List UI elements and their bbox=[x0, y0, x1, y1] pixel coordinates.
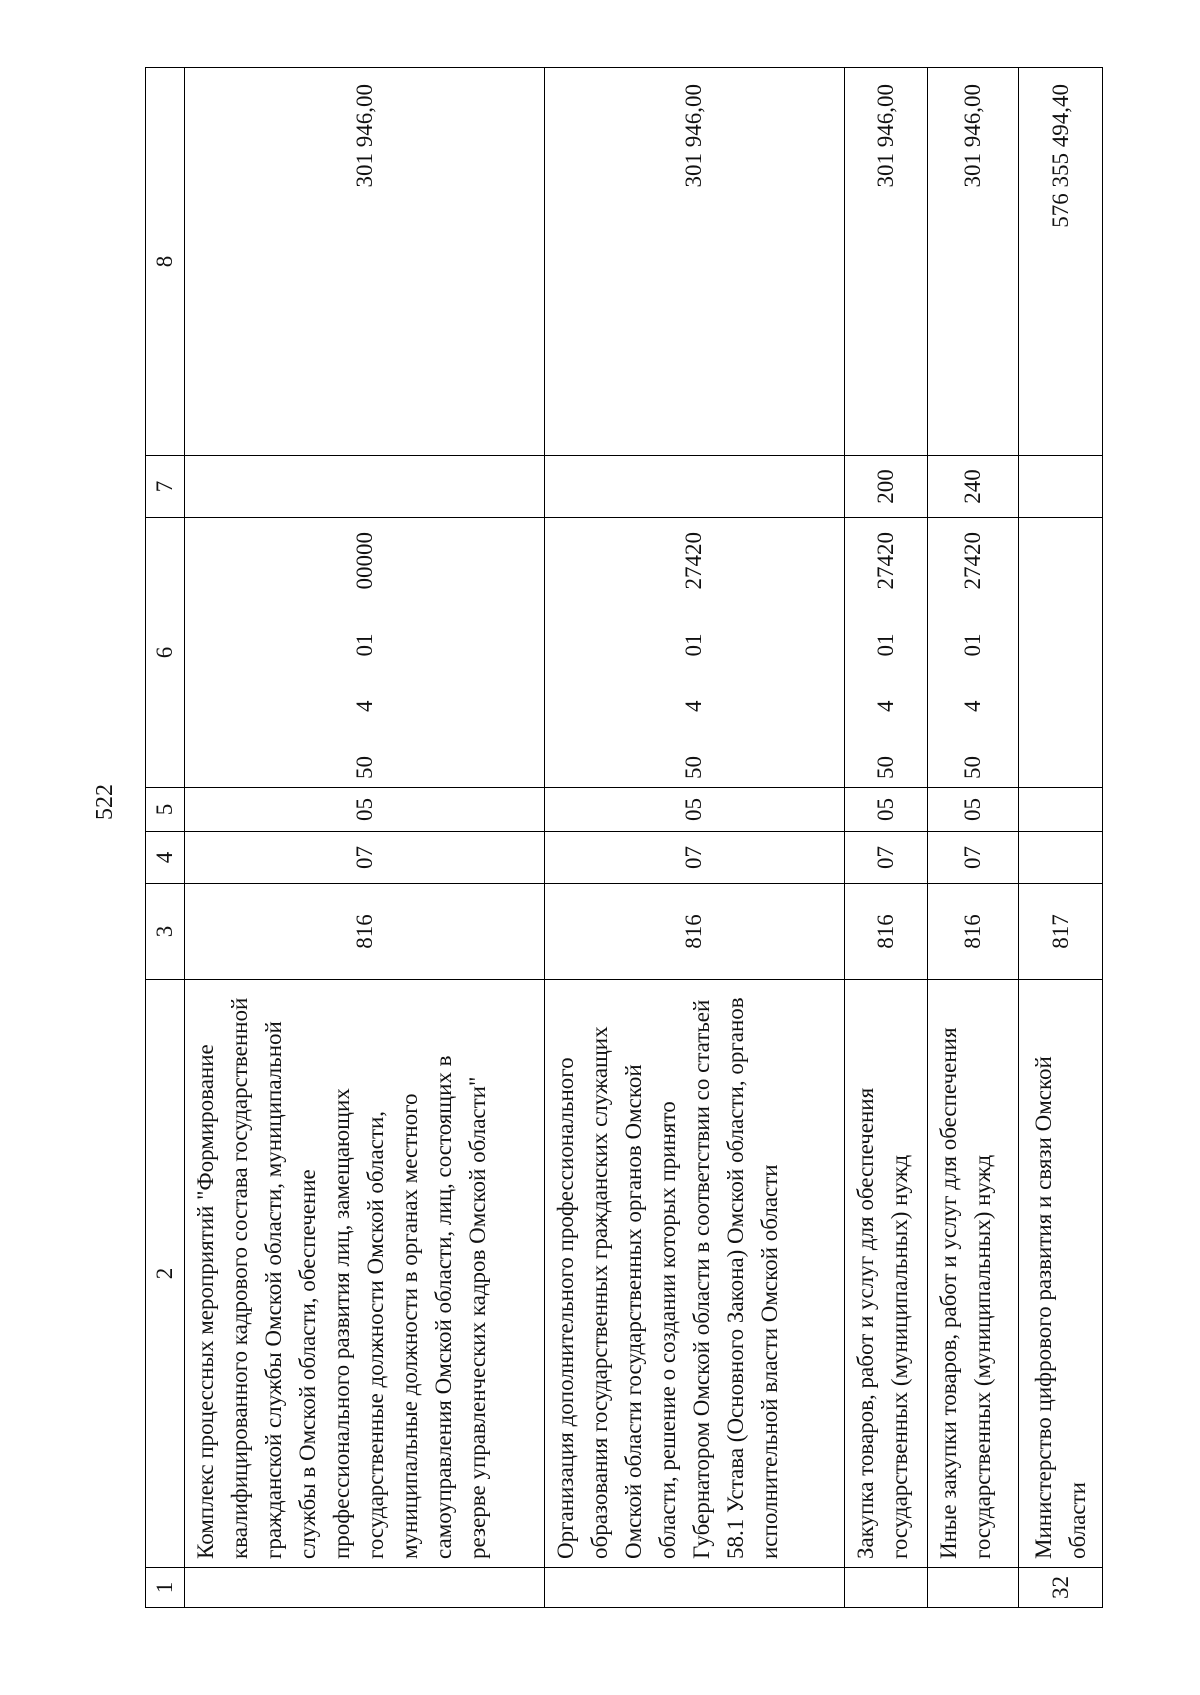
header-row bbox=[146, 68, 185, 1608]
table-row bbox=[185, 68, 545, 1608]
target-article-part: 50 bbox=[873, 756, 898, 779]
target-article-part: 50 bbox=[681, 756, 707, 779]
target-article-part: 4 bbox=[351, 700, 377, 712]
col-header-6: 6 bbox=[146, 518, 185, 788]
subsection-code: 05 bbox=[928, 788, 1019, 832]
target-article-part: 27420 bbox=[873, 532, 898, 590]
target-article-part: 50 bbox=[351, 756, 377, 779]
expense-type-code bbox=[545, 456, 844, 518]
section-code: 07 bbox=[844, 832, 928, 884]
section-code: 07 bbox=[545, 832, 844, 884]
amount: 301 946,00 bbox=[545, 68, 844, 456]
rotated-page bbox=[145, 68, 1103, 1608]
row-number bbox=[928, 1568, 1019, 1608]
row-description: Закупка товаров, работ и услуг для обеспечения государственных (муниципальных) нужд bbox=[844, 980, 928, 1568]
table-row bbox=[1019, 68, 1103, 1608]
subsection-code: 05 bbox=[545, 788, 844, 832]
target-article-part: 50 bbox=[960, 756, 986, 779]
row-description: Иные закупки товаров, работ и услуг для обеспечения государственных (муниципальных) нужд bbox=[928, 980, 1019, 1568]
table-row bbox=[928, 68, 1019, 1608]
col-header-1: 1 bbox=[146, 1568, 185, 1608]
target-article-part: 4 bbox=[681, 700, 707, 712]
row-number bbox=[844, 1568, 928, 1608]
row-description: Организация дополнительного профессионального образования государственных гражданских служащих Омской области государственных органов Омской области, решение о создании которых принято Губернатором Омской области в соответствии со статьей 58.1 Устава (Основного Закона) Омской области, органов исполнительной власти Омской области bbox=[545, 980, 844, 1568]
target-article-code bbox=[545, 518, 844, 788]
amount: 576 355 494,40 bbox=[1019, 68, 1103, 456]
ministry-code: 816 bbox=[545, 884, 844, 980]
col-header-5: 5 bbox=[146, 788, 185, 832]
section-code: 07 bbox=[928, 832, 1019, 884]
target-article-part: 4 bbox=[873, 700, 898, 712]
row-description: Министерство цифрового развития и связи Омской области bbox=[1019, 980, 1103, 1568]
ministry-code: 816 bbox=[185, 884, 545, 980]
target-article-code bbox=[928, 518, 1019, 788]
subsection-code: 05 bbox=[844, 788, 928, 832]
target-article-part: 27420 bbox=[681, 532, 707, 590]
page-number: 522 bbox=[92, 784, 118, 820]
target-article-part: 4 bbox=[960, 700, 986, 712]
subsection-code: 05 bbox=[185, 788, 545, 832]
ministry-code: 816 bbox=[844, 884, 928, 980]
col-header-4: 4 bbox=[146, 832, 185, 884]
amount: 301 946,00 bbox=[185, 68, 545, 456]
section-code bbox=[1019, 832, 1103, 884]
expense-type-code: 200 bbox=[844, 456, 928, 518]
amount: 301 946,00 bbox=[928, 68, 1019, 456]
ministry-code: 817 bbox=[1019, 884, 1103, 980]
target-article-code bbox=[1019, 518, 1103, 788]
expense-type-code: 240 bbox=[928, 456, 1019, 518]
subsection-code bbox=[1019, 788, 1103, 832]
amount: 301 946,00 bbox=[844, 68, 928, 456]
target-article-code bbox=[185, 518, 545, 788]
col-header-3: 3 bbox=[146, 884, 185, 980]
col-header-7: 7 bbox=[146, 456, 185, 518]
col-header-8: 8 bbox=[146, 68, 185, 456]
row-description: Комплекс процессных мероприятий "Формирование квалифицированного кадрового состава государственной гражданской службы Омской области, муниципальной службы в Омской области, обеспечение профессионального развития лиц, замещающих государственные должности Омской области, муниципальные должности в органах местного самоуправления Омской области, лиц, состоящих в резерве управленческих кадров Омской области" bbox=[185, 980, 545, 1568]
ministry-code: 816 bbox=[928, 884, 1019, 980]
target-article-part: 01 bbox=[681, 633, 707, 657]
target-article-part: 01 bbox=[351, 633, 377, 657]
expense-type-code bbox=[1019, 456, 1103, 518]
target-article-code bbox=[844, 518, 928, 788]
row-number bbox=[185, 1568, 545, 1608]
target-article-part: 01 bbox=[960, 633, 986, 657]
table-row bbox=[545, 68, 844, 1608]
budget-table bbox=[145, 67, 1103, 1608]
target-article-part: 00000 bbox=[351, 532, 377, 590]
col-header-2: 2 bbox=[146, 980, 185, 1568]
target-article-part: 27420 bbox=[960, 532, 986, 590]
expense-type-code bbox=[185, 456, 545, 518]
target-article-part: 01 bbox=[873, 633, 898, 657]
row-number bbox=[545, 1568, 844, 1608]
table-row bbox=[844, 68, 928, 1608]
section-code: 07 bbox=[185, 832, 545, 884]
row-number: 32 bbox=[1019, 1568, 1103, 1608]
